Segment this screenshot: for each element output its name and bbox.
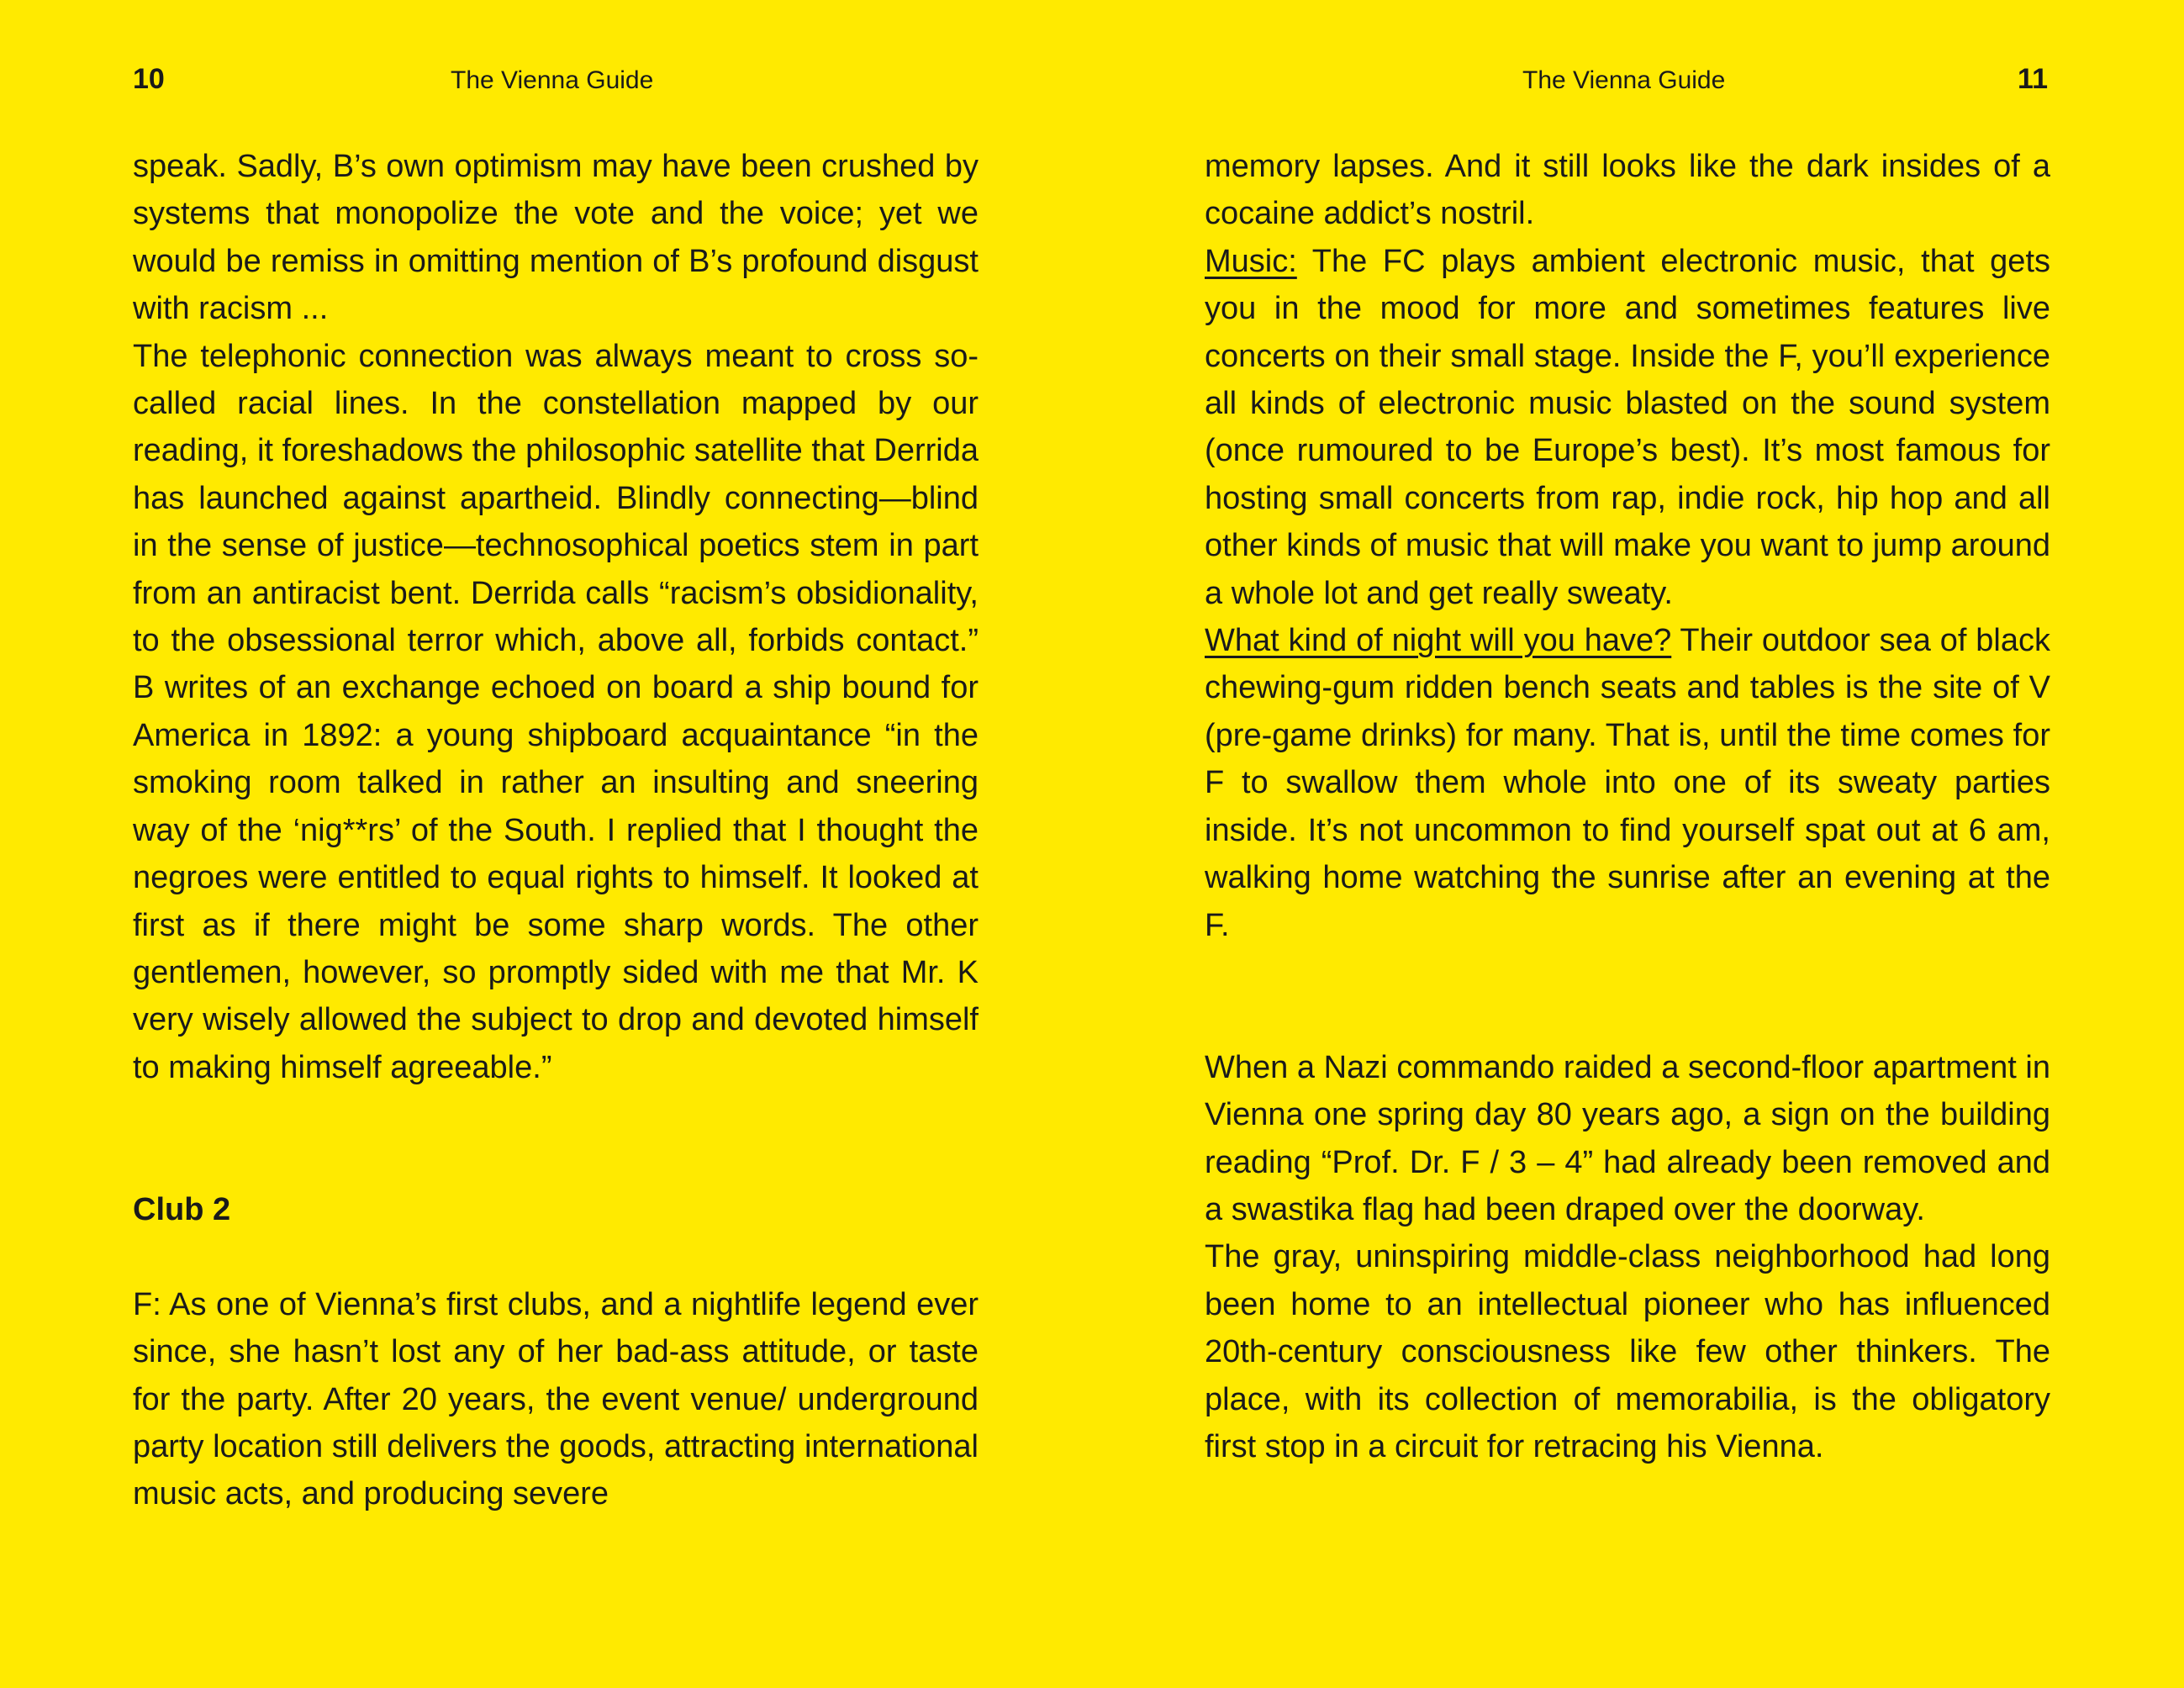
right-page xyxy=(1092,0,2184,1688)
night-paragraph xyxy=(1205,617,2050,949)
section-spacer xyxy=(1205,949,2050,1044)
paragraph: F: As one of Vienna’s first clubs, and a nightlife legend ever since, she hasn’t lost any of her bad-ass attitude, or taste for the party. After 20 years, the event venue/ underground party location still delivers the goods, attracting international music acts, and producing severe xyxy=(133,1286,979,1512)
paragraph: When a Nazi commando raided a second-floor apartment in Vienna one spring day 80 years ago, a sign on the building reading “Prof. Dr. F / 3 – 4” had already been removed and a swastika flag had been draped over the doorway. xyxy=(1205,1049,2050,1227)
paragraph: The gray, uninspiring middle-class neighborhood had long been home to an intellectual pioneer who has influenced 20th-century consciousness like few other thinkers. The place, with its collection of memorabilia, is the obligatory first stop in a circuit for retracing his Vienna. xyxy=(1205,1239,2050,1464)
paragraph: memory lapses. And it still looks like the dark insides of a cocaine addict’s nostril. xyxy=(1205,149,2050,232)
section-heading: Club 2 xyxy=(133,1191,231,1227)
night-label: What kind of night will you have? xyxy=(1205,623,1672,659)
left-body-text xyxy=(133,143,979,1518)
right-body-text xyxy=(1205,143,2050,1470)
night-text: Their outdoor sea of black chewing-gum ridden bench seats and tables is the site of V (pre-game drinks) for many. That is, until the time comes for F to swallow them whole into one of its sweaty parties inside. It’s not uncommon to find yourself spat out at 6 am, walking home watching the sunrise after an evening at the F. xyxy=(1205,623,2050,943)
heading-spacer xyxy=(133,1233,979,1280)
running-head: The Vienna Guide xyxy=(1522,66,1726,94)
music-label: Music: xyxy=(1205,243,1297,279)
paragraph: The telephonic connection was always meant to cross so-called racial lines. In the constellation mapped by our reading, it foreshadows the philosophic satellite that Derrida has launched against apartheid. Blindly connecting—blind in the sense of justice—technosophical poetics stem in part from an antiracist bent. Derrida calls “racism’s obsidionality, to the obsessional terror which, above all, forbids contact.” B writes of an exchange echoed on board a ship bound for America in 1892: a young shipboard acquaintance “in the smoking room talked in rather an insulting and sneering way of the ‘nig**rs’ of the South. I replied that I thought the negroes were entitled to equal rights to himself. It looked at first as if there might be some sharp words. The other gentlemen, however, so promptly sided with me that Mr. K very wisely allowed the subject to drop and devoted himself to making himself agreeable.” xyxy=(133,338,979,1085)
section-spacer xyxy=(133,1091,979,1186)
music-paragraph xyxy=(1205,238,2050,617)
page-number: 10 xyxy=(133,63,165,95)
paragraph: speak. Sadly, B’s own optimism may have been crushed by systems that monopolize the vote and the voice; yet we would be remiss in omitting mention of B’s profound disgust with racism ... xyxy=(133,149,979,327)
page-number: 11 xyxy=(2018,63,2048,95)
music-text: The FC plays ambient electronic music, that gets you in the mood for more and sometimes features live concerts on their small stage. Inside the F, you’ll experience all kinds of electronic music blasted on the sound system (once rumoured to be Europe’s best). It’s most famous for hosting small concerts from rap, indie rock, hip hop and all other kinds of music that will make you want to jump around a whole lot and get really sweaty. xyxy=(1205,243,2050,611)
running-head: The Vienna Guide xyxy=(451,66,654,94)
